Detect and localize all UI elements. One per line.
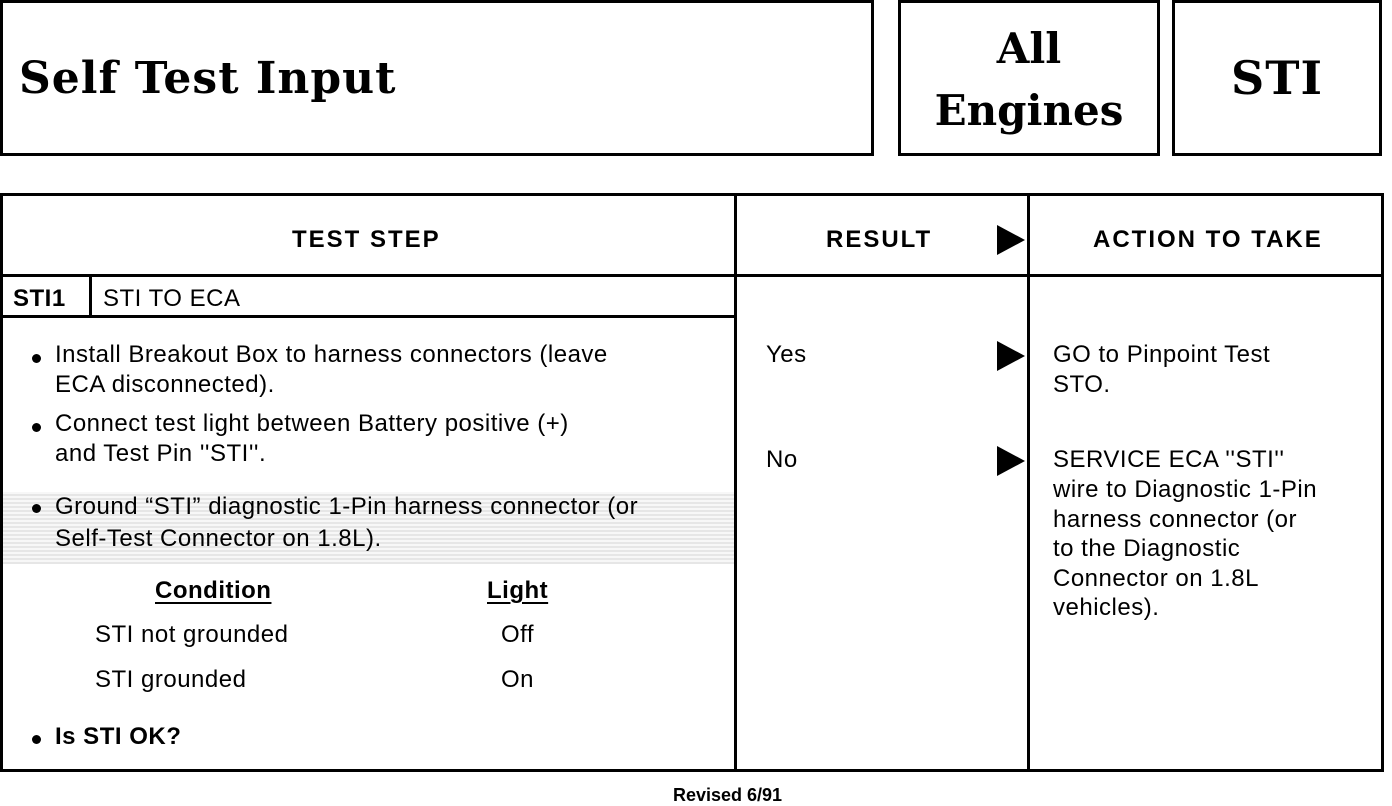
- step-id-divider: [89, 274, 92, 317]
- test-table: [0, 193, 1384, 772]
- action-no-line-3: harness connector (or: [1053, 506, 1297, 533]
- light-row-2: On: [501, 666, 535, 693]
- revision-note: Revised 6/91: [673, 785, 783, 805]
- header-arrow-icon: [997, 225, 1025, 255]
- step-row-divider: [3, 315, 734, 318]
- action-no-line-1: SERVICE ECA ''STI'': [1053, 446, 1285, 473]
- condition-row-1: STI not grounded: [95, 621, 289, 648]
- result-yes-arrow-icon: [997, 341, 1025, 371]
- page-title: Self Test Input: [19, 53, 397, 104]
- light-header: Light: [487, 577, 549, 604]
- bullet-1-line-2: ECA disconnected).: [55, 371, 275, 398]
- header-action: ACTION TO TAKE: [1093, 226, 1323, 253]
- condition-header: Condition: [155, 577, 272, 604]
- engines-line-1: All: [996, 24, 1062, 73]
- bullet-icon: [32, 354, 41, 363]
- light-row-1: Off: [501, 621, 535, 648]
- header-test-step: TEST STEP: [292, 226, 441, 253]
- section-code: STI: [1231, 51, 1323, 105]
- step-title: STI TO ECA: [103, 285, 241, 312]
- action-yes-line-2: STO.: [1053, 371, 1111, 398]
- action-no-line-2: wire to Diagnostic 1-Pin: [1053, 476, 1318, 503]
- step-id: STI1: [13, 285, 66, 312]
- bullet-3-line-2: Self-Test Connector on 1.8L).: [55, 525, 382, 552]
- column-divider-2: [1027, 196, 1030, 769]
- action-yes-line-1: GO to Pinpoint Test: [1053, 341, 1271, 368]
- action-no-line-5: Connector on 1.8L: [1053, 565, 1259, 592]
- action-no-line-6: vehicles).: [1053, 594, 1160, 621]
- bullet-icon: [32, 735, 41, 744]
- column-divider-1: [734, 196, 737, 769]
- result-no-arrow-icon: [997, 446, 1025, 476]
- bullet-3-line-1: Ground “STI” diagnostic 1-Pin harness connector (or: [55, 493, 639, 520]
- bullet-2-line-2: and Test Pin ''STI''.: [55, 440, 267, 467]
- header-result: RESULT: [826, 226, 933, 253]
- bullet-1-line-1: Install Breakout Box to harness connectors (leave: [55, 341, 608, 368]
- result-yes: Yes: [766, 341, 807, 368]
- code-box: [1172, 0, 1382, 156]
- condition-row-2: STI grounded: [95, 666, 247, 693]
- bullet-2-line-1: Connect test light between Battery positive (+): [55, 410, 569, 437]
- action-no-line-4: to the Diagnostic: [1053, 535, 1241, 562]
- engines-box: [898, 0, 1160, 156]
- title-box: [0, 0, 874, 156]
- bullet-icon: [32, 504, 41, 513]
- bullet-icon: [32, 423, 41, 432]
- header-divider: [3, 274, 1381, 277]
- bullet-4: Is STI OK?: [55, 723, 182, 750]
- engines-line-2: Engines: [934, 86, 1124, 135]
- result-no: No: [766, 446, 798, 473]
